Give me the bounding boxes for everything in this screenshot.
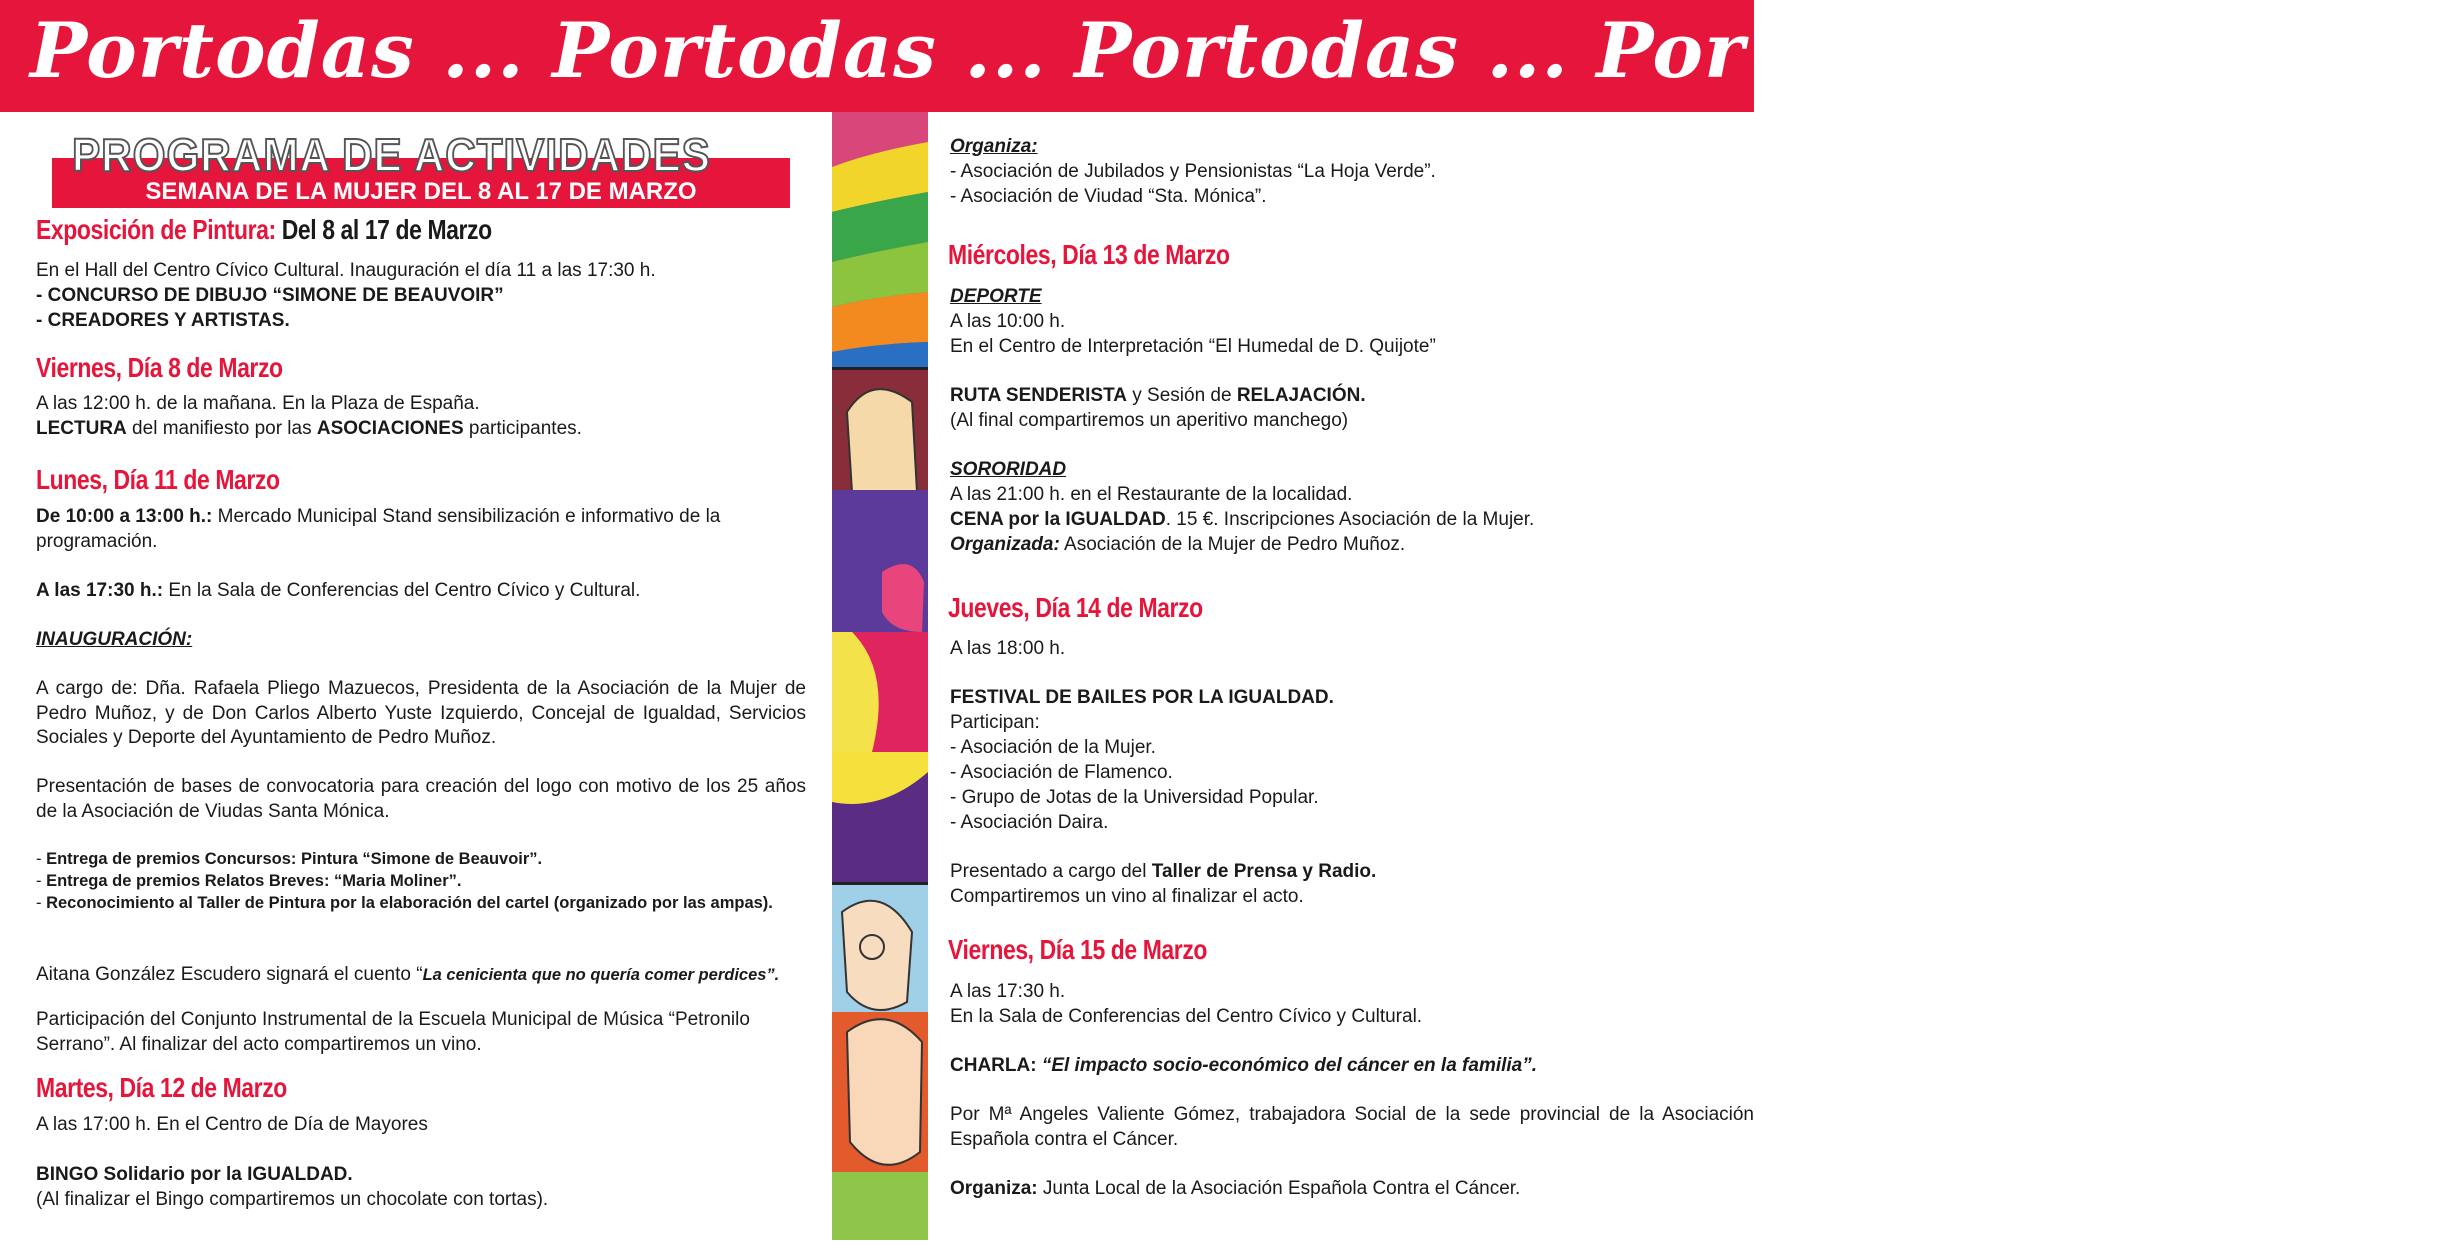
exposicion-line-2: - CONCURSO DE DIBUJO “SIMONE DE BEAUVOIR” [36, 285, 504, 306]
conjunto-instrumental: Participación del Conjunto Instrumental de la Escuela Municipal de Música “Petronilo Serrano”. Al finalizar del acto compartiremos un vino. [36, 1009, 750, 1055]
premio-item-3: - Reconocimiento al Taller de Pintura por la elaboración del cartel (organizado por las ampas). [36, 894, 773, 912]
cuento-line [36, 963, 806, 988]
organiza-label: Organiza: [950, 136, 1038, 157]
viernes15-organiza [950, 1177, 1520, 1202]
viernes8-line-1: A las 12:00 h. de la mañana. En la Plaza de España. [36, 393, 480, 414]
viernes15-organiza-label: Organiza: [950, 1178, 1038, 1199]
participante-2: - Asociación de Flamenco. [950, 762, 1173, 783]
organizada-line [950, 533, 1405, 558]
presentacion-bases: Presentación de bases de convocatoria para creación del logo con motivo de los 25 años de la Asociación de Viudas Santa Mónica. [36, 776, 806, 822]
ruta-senderista: RUTA SENDERISTA [950, 385, 1127, 406]
jueves14-heading: Jueves, Día 14 de Marzo [948, 592, 1203, 623]
presentado-line [950, 860, 1376, 885]
cena-line [950, 508, 1534, 533]
participan-label: Participan: [950, 712, 1040, 733]
martes12-heading: Martes, Día 12 de Marzo [36, 1072, 287, 1103]
inauguracion-label: INAUGURACIÓN: [36, 629, 193, 650]
banner-slogan: Portodas ... Portodas ... Portodas ... Por Todas ... Portod [30, 6, 2449, 95]
lunes11-mercado-text: Mercado Municipal Stand sensibilización e informativo de la programación. [36, 506, 721, 552]
cuento-title: La cenicienta que no quería comer perdices”. [422, 966, 780, 984]
organiza-line-1: - Asociación de Jubilados y Pensionistas “La Hoja Verde”. [950, 161, 1436, 182]
lunes11-sala-text: En la Sala de Conferencias del Centro Cívico y Cultural. [163, 580, 641, 601]
exposicion-heading [36, 214, 492, 246]
participante-1: - Asociación de la Mujer. [950, 737, 1156, 758]
vino-line: Compartiremos un vino al finalizar el acto. [950, 886, 1304, 907]
organizada-label: Organizada: [950, 534, 1060, 555]
asociaciones-label: ASOCIACIONES [316, 418, 464, 439]
relajacion: RELAJACIÓN. [1236, 385, 1366, 406]
viernes15-time: A las 17:30 h. [950, 981, 1066, 1002]
exposicion-heading-label: Exposición de Pintura: [36, 214, 276, 245]
premio-item-2: - Entrega de premios Relatos Breves: “Maria Moliner”. [36, 872, 462, 890]
presentado-text: Presentado a cargo del [950, 861, 1152, 882]
festival-line: FESTIVAL DE BAILES POR LA IGUALDAD. [950, 687, 1334, 708]
sororidad-time: A las 21:00 h. en el Restaurante de la localidad. [950, 484, 1353, 505]
martes12-line-2: BINGO Solidario por la IGUALDAD. [36, 1164, 353, 1185]
inauguracion-text: A cargo de: Dña. Rafaela Pliego Mazuecos, Presidenta de la Asociación de la Mujer de Pedro Muñoz, y de Don Carlos Alberto Yuste Izquierdo, Concejal de Igualdad, Servicios Sociales y Deporte del Ayuntamiento de Pedro Muñoz. [36, 678, 806, 748]
exposicion-heading-dates: Del 8 al 17 de Marzo [275, 214, 492, 245]
cena-text: . 15 €. Inscripciones Asociación de la Mujer. [1165, 509, 1535, 530]
organiza-line-2: - Asociación de Viudad “Sta. Mónica”. [950, 186, 1267, 207]
exposicion-line-1: En el Hall del Centro Cívico Cultural. Inauguración el día 11 a las 17:30 h. [36, 260, 656, 281]
premio-item-1: - Entrega de premios Concursos: Pintura “Simone de Beauvoir”. [36, 850, 543, 868]
taller-prensa: Taller de Prensa y Radio. [1151, 861, 1377, 882]
program-subtitle: SEMANA DE LA MUJER DEL 8 AL 17 DE MARZO [145, 178, 697, 205]
viernes15-place: En la Sala de Conferencias del Centro Cívico y Cultural. [950, 1006, 1423, 1027]
participante-4: - Asociación Daira. [950, 812, 1109, 833]
martes12-line-1: A las 17:00 h. En el Centro de Día de Mayores [36, 1114, 428, 1135]
charla-line [950, 1054, 1537, 1079]
lunes11-heading: Lunes, Día 11 de Marzo [36, 464, 280, 495]
viernes8-heading: Viernes, Día 8 de Marzo [36, 352, 283, 383]
lunes11-mercado [36, 505, 806, 554]
martes12-line-3: (Al finalizar el Bingo compartiremos un chocolate con tortas). [36, 1189, 549, 1210]
charla-label: CHARLA: [950, 1055, 1037, 1076]
participante-3: - Grupo de Jotas de la Universidad Popular. [950, 787, 1319, 808]
premio-item-3-text: Reconocimiento al Taller de Pintura por la elaboración del cartel (organizado por las ampas). [46, 894, 773, 912]
ruta-line [950, 384, 1366, 409]
program-title: PROGRAMA DE ACTIVIDADES [72, 129, 711, 181]
deporte-place: En el Centro de Interpretación “El Humedal de D. Quijote” [950, 336, 1436, 357]
lunes11-mercado-time: De 10:00 a 13:00 h.: [36, 506, 213, 527]
jueves14-time: A las 18:00 h. [950, 638, 1066, 659]
exposicion-line-3: - CREADORES Y ARTISTAS. [36, 310, 290, 331]
charla-title: “El impacto socio-económico del cáncer en la familia”. [1036, 1055, 1538, 1076]
lunes11-sala-time: A las 17:30 h.: [36, 580, 164, 601]
aperitivo-line: (Al final compartiremos un aperitivo manchego) [950, 410, 1349, 431]
deporte-label: DEPORTE [950, 286, 1042, 307]
lectura-label: LECTURA [36, 418, 127, 439]
viernes15-organiza-text: Junta Local de la Asociación Española Contra el Cáncer. [1037, 1178, 1521, 1199]
sororidad-label: SORORIDAD [950, 459, 1067, 480]
viernes8-line-2 [36, 417, 806, 442]
top-banner [0, 0, 2449, 112]
painting-illustration [832, 112, 928, 1240]
decorative-painting-strip [832, 112, 928, 1240]
premio-item-2-text: Entrega de premios Relatos Breves: “Maria Moliner”. [46, 872, 462, 890]
charla-speaker: Por Mª Angeles Valiente Gómez, trabajadora Social de la sede provincial de la Asociación Española contra el Cáncer. [950, 1104, 1754, 1150]
premio-item-1-text: Entrega de premios Concursos: Pintura “Simone de Beauvoir”. [46, 850, 543, 868]
miercoles13-heading: Miércoles, Día 13 de Marzo [948, 239, 1230, 270]
organizada-text: Asociación de la Mujer de Pedro Muñoz. [1059, 534, 1406, 555]
deporte-time: A las 10:00 h. [950, 311, 1066, 332]
viernes8-text-1: del manifiesto por las [126, 418, 317, 439]
lunes11-sala [36, 579, 806, 604]
viernes15-heading: Viernes, Día 15 de Marzo [948, 934, 1208, 965]
viernes8-text-2: participantes. [463, 418, 582, 439]
cuento-text: Aitana González Escudero signará el cuento “ [36, 964, 423, 985]
cena-label: CENA por la IGUALDAD [950, 509, 1166, 530]
ruta-text: y Sesión de [1126, 385, 1237, 406]
